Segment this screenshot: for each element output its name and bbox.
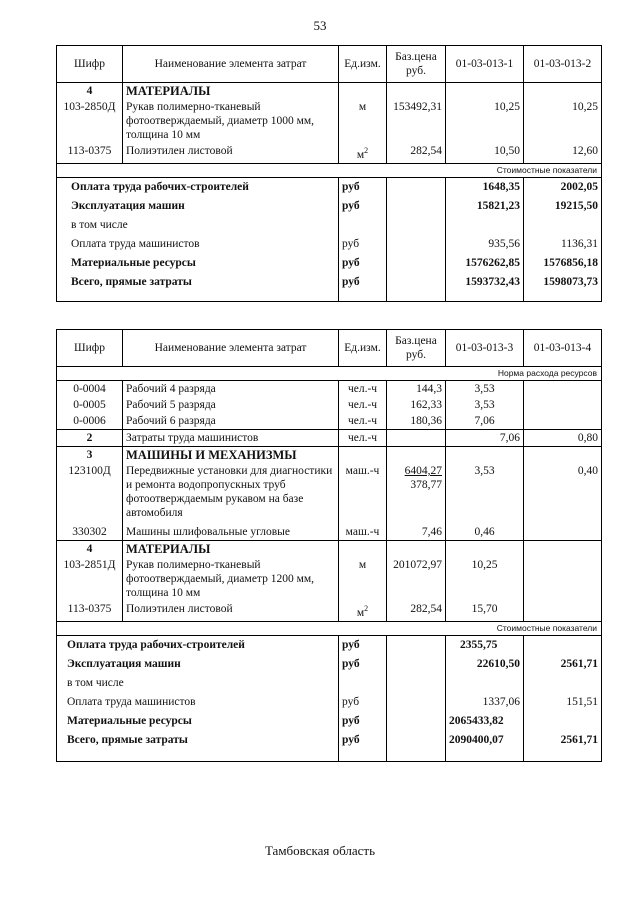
summary-row: Оплата труда рабочих-строителей руб 2355,75 — [57, 635, 602, 655]
summary-row: Материальные ресурсы руб 1576262,85 1576856,18 — [57, 254, 602, 273]
table-row: 0-0006 Рабочий 6 разряда чел.-ч 180,36 7,06 — [57, 413, 602, 430]
resource-table-2 — [56, 329, 602, 762]
table-row: 113-0375 Полиэтилен листовой $м^2$ 282,54 10,50 12,60 — [57, 143, 602, 163]
header-col1: 01-03-013-1 — [446, 46, 524, 83]
band-resource-norms: Норма расхода ресурсов — [57, 367, 602, 381]
summary-row: Оплата труда рабочих-строителей руб 1648,35 2002,05 — [57, 177, 602, 197]
header-col2: 01-03-013-2 — [524, 46, 602, 83]
header-code: Шифр — [57, 330, 123, 367]
table-row: 0-0005 Рабочий 5 разряда чел.-ч 162,33 3,53 — [57, 397, 602, 413]
header-code: Шифр — [57, 46, 123, 83]
summary-row: Всего, прямые затраты руб 1593732,43 1598073,73 — [57, 273, 602, 302]
header-col1: 01-03-013-3 — [446, 330, 524, 367]
table-header — [57, 330, 602, 367]
summary-row: Эксплуатация машин руб 22610,50 2561,71 — [57, 655, 602, 674]
table-row: 113-0375 Полиэтилен листовой $м^2$ 282,54 15,70 — [57, 601, 602, 621]
section-row: 3 МАШИНЫ И МЕХАНИЗМЫ — [57, 447, 602, 464]
section-row: 4 МАТЕРИАЛЫ — [57, 83, 602, 100]
table-header — [57, 46, 602, 83]
table-row: 103-2850Д Рукав полимерно-тканевый фотоотверждаемый, диаметр 1000 мм, толщина 10 мм м 153492,31 10,25 10,25 — [57, 99, 602, 143]
summary-row: Оплата труда машинистов руб 1337,06 151,51 — [57, 693, 602, 712]
band-cost-indicators: Стоимостные показатели — [57, 163, 602, 177]
section-row: 4 МАТЕРИАЛЫ — [57, 541, 602, 558]
summary-row: Материальные ресурсы руб 2065433,82 — [57, 712, 602, 731]
footer-region: Тамбовская область — [264, 843, 376, 858]
header-col2: 01-03-013-4 — [524, 330, 602, 367]
summary-row: в том числе — [57, 216, 602, 235]
summary-row: в том числе — [57, 674, 602, 693]
page-number: 53 — [313, 18, 327, 33]
header-unit: Ед.изм. — [339, 330, 387, 367]
summary-row: Оплата труда машинистов руб 935,56 1136,31 — [57, 235, 602, 254]
header-price: Баз.цена руб. — [387, 330, 446, 367]
table-row: 123100Д Передвижные установки для диагностики и ремонта водопропускных труб фотоотверждаемым рукавом на базе автомобиля маш.-ч 6404,27 378,77 3,53 0,40 — [57, 463, 602, 524]
band-cost-indicators: Стоимостные показатели — [57, 621, 602, 635]
header-unit: Ед.изм. — [339, 46, 387, 83]
summary-row: Всего, прямые затраты руб 2090400,07 2561,71 — [57, 731, 602, 762]
table-row: 0-0004 Рабочий 4 разряда чел.-ч 144,3 3,53 — [57, 381, 602, 398]
resource-table-1 — [56, 45, 602, 302]
table-row: 2 Затраты труда машинистов чел.-ч 7,06 0,80 — [57, 430, 602, 447]
summary-row: Эксплуатация машин руб 15821,23 19215,50 — [57, 197, 602, 216]
header-price: Баз.цена руб. — [387, 46, 446, 83]
header-name: Наименование элемента затрат — [123, 46, 339, 83]
header-name: Наименование элемента затрат — [123, 330, 339, 367]
table-row: 103-2851Д Рукав полимерно-тканевый фотоотверждаемый, диаметр 1200 мм, толщина 10 мм м 201072,97 10,25 — [57, 557, 602, 601]
table-row: 330302 Машины шлифовальные угловые маш.-ч 7,46 0,46 — [57, 524, 602, 541]
